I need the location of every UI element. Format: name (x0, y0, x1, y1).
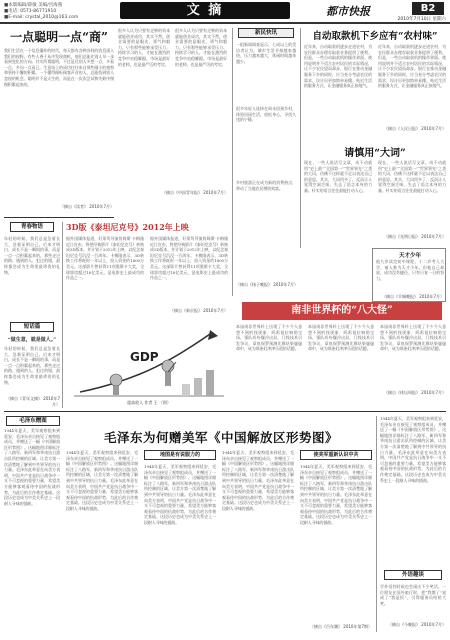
article-body: 近年来，自动取款机逐步走进农村，为农民群众办理存取款业务提供了便利。但是，一些自动取款机的操作界面、使用说明并不适合农村居民的实际情况，让不少农民望而却步。银行在推动金融服务下乡的同时，应当充分考虑农民的需求，设计出更加简单易懂、贴近生活的服务方式，让金融服务真正接地气。 (304, 44, 372, 89)
column-divider (62, 222, 63, 408)
paper-name: 都市快报 (326, 5, 370, 18)
article-title: 一点聪明一点“商” (10, 30, 108, 44)
article-body: 1944年夏天，美军观察组来到延安，毛泽东亲自接见了观察组成员，并赠送了一幅《中国解放区形势图》。这幅地图详细标注了八路军、新四军和华南抗日游击队所控制的区域，让美方第一次清楚地了解到中共领导的抗日力量。毛泽东此举意在向美方表明，中国共产党是抗日战争中一支不可忽视的重要力量，希望美方能够客观看待中国的抗战形势，为此后的合作奠定基础。这段历史也成为中美关系史上一段耐人寻味的插曲。 (4, 428, 60, 506)
date-line: 2010年7月10日 星期六 (397, 17, 446, 22)
gdp-illustration (70, 326, 228, 408)
masthead-info-line: ■电话: 0571-86771910 (4, 9, 57, 14)
article-body: 现在，一些人说话写文章，动不动就用“史上最”“全国第一”“世界领先”之类的大词，仿佛不这样就不足以表达自己的意思。其实，大词用多了，反而让人觉得空洞乏味，失去了语言本身的力量。朴实的语言往往最能打动人心。 (304, 160, 372, 193)
intro-header-box (6, 416, 60, 426)
illustration-caption: 提高收入 作者 王 （图） (127, 400, 171, 405)
article-body: 本届南非世界杯上出现了不少令人意想不到的怪现象：呜呜祖拉响彻全场，强队纷纷爆冷出局，门线技术引发争议，章鱼保罗预测比赛结果屡屡命中，成为球迷们津津乐道的话题。 (236, 324, 302, 352)
article-body-cont: 1944年夏天，美军观察组来到延安，毛泽东亲自接见了观察组成员，并赠送了一幅《中国解放区形势图》。这幅地图详细标注了八路军、新四军和华南抗日游击队所控制的区域，让美方第一次清楚地了解到中共领导的抗日力量。毛泽东此举意在向美方表明，中国共产党是抗日战争中一支不可忽视的重要力量，希望美方能够客观看待中国的抗战形势，为此后的合作奠定基础。这段历史也成为中美关系史上一段耐人寻味的插曲。 (144, 464, 216, 525)
section-title: 文 摘 (186, 3, 224, 18)
article-signature: （摘自《中国青年报》 2010年7月） (162, 190, 228, 195)
subhead-box (144, 450, 216, 460)
article-body-cont: 本届南非世界杯上出现了不少令人意想不到的怪现象：呜呜祖拉响彻全场，强队纷纷爆冷出局，门线技术引发争议，章鱼保罗预测比赛结果屡屡命中，成为球迷们津津乐道的话题。 (380, 324, 446, 352)
section-title-banner (120, 2, 290, 19)
masthead-info-line: ■E-mail: crystal_2010@163.com (4, 15, 79, 20)
section-rule (4, 217, 114, 218)
subhead-label: 使美军重新认识中共 (313, 452, 359, 458)
subhead-box (300, 450, 372, 460)
article-business-body (118, 28, 228, 198)
article-title: 自动取款机下乡应有“农村味” (312, 31, 438, 42)
article-signature: （摘自《人民日报》 2010年7月） (384, 126, 446, 131)
article-signature: （摘自《体坛周报》 2010年7月） (384, 390, 446, 395)
subhead-label: 地图是有说服力的 (159, 452, 200, 458)
article-signature: （摘自《新京报》 2010年7月） (170, 308, 228, 313)
article-title: 南非世界杯的“八大怪” (291, 305, 393, 316)
youth-story-column (4, 222, 60, 408)
illustration-label: GDP (130, 350, 159, 364)
article-body: 据外国媒体报道，好莱坞导演詹姆斯·卡梅隆近日宣布，将把经典影片《泰坦尼克号》转换成3D版本，并计划于2012年上映，以纪念泰坦尼克号沉没一百周年。卡梅隆表示，3D转换工作将耗时一年以上，投入资金约1800万美元。这部影片曾获得11项奥斯卡大奖，全球票房超过18亿美元，是电影史上最成功的作品之一。 (66, 236, 144, 281)
article-smart-business (4, 28, 114, 214)
column-signature: （摘自《扬子晚报》 2010年7月） (236, 282, 298, 287)
column-header (238, 28, 294, 38)
news-item: 乡村旅游正在成为新的消费热点，带动了当地农民增收致富。 (236, 180, 296, 191)
box-body: 他九岁读完初中课程，十二岁考入大学，被人称为天才少年。但他自己却说，成功没有捷径，只有日复一日的努力。 (376, 259, 444, 281)
article-title: 毛泽东为何赠美军《中国解放区形势图》 (103, 430, 338, 445)
article-signature: （摘自《百年潮》 2010年第7期） (310, 624, 372, 629)
article-body-cont: 近年来，自动取款机逐步走进农村，为农民群众办理存取款业务提供了便利。但是，一些自动取款机的操作界面、使用说明并不适合农村居民的实际情况，让不少农民望而却步。银行在推动金融服务下乡的同时，应当充分考虑农民的需求，设计出更加简单易懂、贴近生活的服务方式，让金融服务真正接地气。 (378, 44, 446, 89)
side-column-header-label: 外语趣谈 (401, 572, 424, 578)
side-column-header-box (384, 570, 442, 580)
article-body: 很多人认为只要有足够的资本就能创业成功，其实不然。创业需要的是眼光、勇气和毅力。只有那些能够承受压力、持续学习的人，才能在激烈的竞争中站稳脚跟。市场是最好的老师，也是最严厉的考官。 (118, 28, 170, 67)
column-body: 年轻的时候，我们总是急着长大，急着证明自己。后来才明白，成长不是一瞬间的事，而是一点一点积累起来的。那些走过的路、遇到的人、犯过的错，最终都会成为生命里最珍贵的礼物。 (4, 236, 60, 275)
article-body-cont: 据外国媒体报道，好莱坞导演詹姆斯·卡梅隆近日宣布，将把经典影片《泰坦尼克号》转换成3D版本，并计划于2012年上映，以纪念泰坦尼克号沉没一百周年。卡梅隆表示，3D转换工作将耗时一年以上，投入资金约1800万美元。这部影片曾获得11项奥斯卡大奖，全球票房超过18亿美元，是电影史上最成功的作品之一。 (150, 236, 228, 281)
article-mao-map (4, 414, 446, 636)
side-column-body: 1944年夏天，美军观察组来到延安，毛泽东亲自接见了观察组成员，并赠送了一幅《中国解放区形势图》。这幅地图详细标注了八路军、新四军和华南抗日游击队所控制的区域，让美方第一次清楚地了解到中共领导的抗日力量。毛泽东此举意在向美方表明，中国共产党是抗日战争中一支不可忽视的重要力量，希望美方能够客观看待中国的抗战形势，为此后的合作奠定基础。这段历史也成为中美关系史上一段耐人寻味的插曲。 (380, 416, 446, 483)
quote-header-box (10, 322, 54, 332)
quote-text: “做生意，就是做人。” (7, 337, 57, 343)
article-big-words (304, 144, 446, 246)
masthead (0, 0, 450, 24)
page-code: B2 (412, 2, 444, 15)
column-divider (376, 416, 377, 632)
article-body-cont: 1944年夏天，美军观察组来到延安，毛泽东亲自接见了观察组成员，并赠送了一幅《中国解放区形势图》。这幅地图详细标注了八路军、新四军和华南抗日游击队所控制的区域，让美方第一次清楚地了解到中共领导的抗日力量。毛泽东此举意在向美方表明，中国共产党是抗日战争中一支不可忽视的重要力量，希望美方能够客观看待中国的抗战形势，为此后的合作奠定基础。这段历史也成为中美关系史上一段耐人寻味的插曲。 (300, 464, 372, 525)
news-item: 很多年轻人选择在周末回到乡村，体验田园生活，放松身心，寻找久违的宁静。 (236, 106, 296, 123)
masthead-info-line: ■本版编辑/薛敏 美编/宫海燕 (4, 3, 63, 8)
article-title-banner (242, 302, 442, 320)
intro-header-label: 毛泽东赠图 (19, 418, 47, 424)
article-signature: （摘自《光明日报》 2010年7月） (384, 234, 446, 239)
genius-box (372, 248, 446, 302)
article-body-cont: 1944年夏天，美军观察组来到延安，毛泽东亲自接见了观察组成员，并赠送了一幅《中国解放区形势图》。这幅地图详细标注了八路军、新四军和华南抗日游击队所控制的区域，让美方第一次清楚地了解到中共领导的抗日力量。毛泽东此举意在向美方表明，中国共产党是抗日战争中一支不可忽视的重要力量，希望美方能够客观看待中国的抗战形势，为此后的合作奠定基础。这段历史也成为中美关系史上一段耐人寻味的插曲。 (66, 450, 138, 511)
article-body-cont: 很多人认为只要有足够的资本就能创业成功，其实不然。创业需要的是眼光、勇气和毅力。只有那些能够承受压力、持续学习的人，才能在激烈的竞争中站稳脚跟。市场是最好的老师，也是最严厉的考官。 (175, 28, 227, 67)
column-header (10, 222, 54, 232)
section-rule (4, 411, 446, 412)
middle-news-column (236, 28, 296, 296)
article-body: 我们生活在一个信息爆炸的时代，每天都有各种各样的消息涌入我们的视野。有些人善于从中发现商机，他们总能比别人早一步看到变化的方向。其实所谓聪明，不过是比别人多想一点，多看一点，多问一点而已。生意场上的成功往往来自那些细小的观察和坚持不懈的积累。一个懂得倾听顾客声音的人，总能找到别人忽视的机会。聪明并不是天生的，而是在一次次尝试和失败中慢慢积累起来的。 (4, 48, 114, 87)
news-item: 一组新闻调查显示，七成以上的受访者认为，城市生活节奏越来越快，压力越来越大，休闲时间越来越少。 (236, 42, 296, 64)
column-body-extra: 年轻的时候，我们总是急着长大，急着证明自己。后来才明白，成长不是一瞬间的事，而是一点一点积累起来的。那些走过的路、遇到的人、犯过的错，最终都会成为生命里最珍贵的礼物。 (4, 346, 60, 385)
column-divider (232, 28, 233, 296)
article-world-cup (236, 300, 446, 408)
column-signature: （摘自《青年文摘》 2010年7月） (6, 396, 60, 407)
box-header: 天才少年 (398, 253, 421, 259)
masthead-info (4, 3, 84, 21)
side-column-signature: （摘自《今晚报》 2010年7月） (388, 622, 446, 627)
box-signature: （摘自《羊城晚报》 2010年7月） (382, 294, 444, 299)
article-atm-rural (304, 28, 446, 138)
article-body-cont: 现在，一些人说话写文章，动不动就用“史上最”“全国第一”“世界领先”之类的大词，仿佛不这样就不足以表达自己的意思。其实，大词用多了，反而让人觉得空洞乏味，失去了语言本身的力量。朴实的语言往往最能打动人心。 (378, 160, 446, 193)
column-header-label: 新民快讯 (254, 30, 277, 36)
quote-header-label: 短话篇 (23, 324, 41, 330)
article-body-cont: 1944年夏天，美军观察组来到延安，毛泽东亲自接见了观察组成员，并赠送了一幅《中国解放区形势图》。这幅地图详细标注了八路军、新四军和华南抗日游击队所控制的区域，让美方第一次清楚地了解到中共领导的抗日力量。毛泽东此举意在向美方表明，中国共产党是抗日战争中一支不可忽视的重要力量，希望美方能够客观看待中国的抗战形势，为此后的合作奠定基础。这段历史也成为中美关系史上一段耐人寻味的插曲。 (222, 450, 294, 511)
column-divider (300, 28, 301, 248)
article-title: 请慎用“大词” (344, 148, 406, 159)
article-body-cont: 本届南非世界杯上出现了不少令人意想不到的怪现象：呜呜祖拉响彻全场，强队纷纷爆冷出局，门线技术引发争议，章鱼保罗预测比赛结果屡屡命中，成为球迷们津津乐道的话题。 (308, 324, 374, 352)
article-titanic-3d (66, 222, 230, 322)
article-signature: （摘自《读者》 2010年7月） (60, 204, 114, 209)
column-header-label: 青春物语 (20, 224, 43, 230)
side-column-body: 学外语有时候也会闹出不少笑话。一位朋友在国外旅行时，把“我饿了”说成了“我是饭”，引得服务员哈哈大笑。 (380, 584, 446, 606)
article-title: 3D版《泰坦尼克号》2012年上映 (66, 222, 189, 232)
